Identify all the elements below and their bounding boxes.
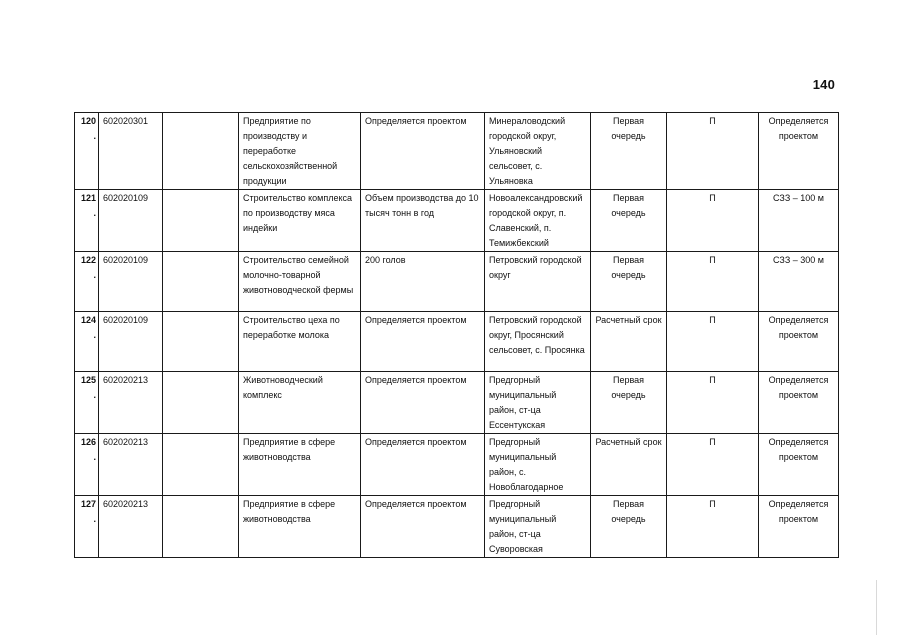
- implementation-stage: Первая очередь: [591, 190, 667, 252]
- protection-zone: Определяется проектом: [759, 372, 839, 434]
- object-name: Животноводческий комплекс: [239, 372, 361, 434]
- object-capacity: Определяется проектом: [361, 312, 485, 372]
- table-row: [75, 113, 839, 190]
- implementation-stage: Первая очередь: [591, 496, 667, 558]
- object-code: 602020213: [99, 372, 163, 434]
- object-name: Строительство семейной молочно-товарной животноводческой фермы: [239, 252, 361, 312]
- empty-cell: [163, 252, 239, 312]
- object-capacity: Объем производства до 10 тысяч тонн в год: [361, 190, 485, 252]
- object-location: Предгорный муниципальный район, ст-ца Суворовская: [485, 496, 591, 558]
- object-code: 602020213: [99, 496, 163, 558]
- object-capacity: Определяется проектом: [361, 113, 485, 190]
- implementation-stage: Первая очередь: [591, 372, 667, 434]
- implementation-stage: Первая очередь: [591, 113, 667, 190]
- empty-cell: [163, 113, 239, 190]
- objects-table: [74, 112, 839, 558]
- protection-zone: Определяется проектом: [759, 113, 839, 190]
- empty-cell: [163, 190, 239, 252]
- empty-cell: [163, 434, 239, 496]
- object-status: П: [667, 252, 759, 312]
- object-code: 602020213: [99, 434, 163, 496]
- row-number: 122.: [75, 252, 99, 312]
- object-location: Минераловодский городской округ, Ульяновский сельсовет, с. Ульяновка: [485, 113, 591, 190]
- object-location: Предгорный муниципальный район, ст-ца Ессентукская: [485, 372, 591, 434]
- protection-zone: Определяется проектом: [759, 434, 839, 496]
- page-number: 140: [812, 77, 835, 92]
- row-number: 127.: [75, 496, 99, 558]
- object-name: Предприятие в сфере животноводства: [239, 434, 361, 496]
- object-name: Предприятие в сфере животноводства: [239, 496, 361, 558]
- object-status: П: [667, 434, 759, 496]
- object-status: П: [667, 312, 759, 372]
- object-status: П: [667, 190, 759, 252]
- object-code: 602020109: [99, 312, 163, 372]
- table-row: [75, 190, 839, 252]
- object-location: Петровский городской округ: [485, 252, 591, 312]
- protection-zone: СЗЗ – 300 м: [759, 252, 839, 312]
- object-code: 602020109: [99, 190, 163, 252]
- object-location: Петровский городской округ, Просянский сельсовет, с. Просянка: [485, 312, 591, 372]
- object-status: П: [667, 372, 759, 434]
- object-capacity: 200 голов: [361, 252, 485, 312]
- object-name: Строительство цеха по переработке молока: [239, 312, 361, 372]
- row-number: 124.: [75, 312, 99, 372]
- row-number: 120.: [75, 113, 99, 190]
- object-capacity: Определяется проектом: [361, 372, 485, 434]
- object-code: 602020109: [99, 252, 163, 312]
- protection-zone: Определяется проектом: [759, 496, 839, 558]
- row-number: 126.: [75, 434, 99, 496]
- object-capacity: Определяется проектом: [361, 434, 485, 496]
- object-capacity: Определяется проектом: [361, 496, 485, 558]
- implementation-stage: Первая очередь: [591, 252, 667, 312]
- object-status: П: [667, 496, 759, 558]
- table-row: [75, 496, 839, 558]
- implementation-stage: Расчетный срок: [591, 434, 667, 496]
- table-row: [75, 252, 839, 312]
- object-name: Предприятие по производству и переработке сельскохозяйственной продукции: [239, 113, 361, 190]
- row-number: 121.: [75, 190, 99, 252]
- scan-edge-line: [876, 580, 877, 635]
- object-location: Новоалександровский городской округ, п. Славенский, п. Темижбекский: [485, 190, 591, 252]
- protection-zone: СЗЗ – 100 м: [759, 190, 839, 252]
- empty-cell: [163, 312, 239, 372]
- object-code: 602020301: [99, 113, 163, 190]
- object-name: Строительство комплекса по производству мяса индейки: [239, 190, 361, 252]
- empty-cell: [163, 372, 239, 434]
- table-row: [75, 372, 839, 434]
- row-number: 125.: [75, 372, 99, 434]
- implementation-stage: Расчетный срок: [591, 312, 667, 372]
- table-row: [75, 312, 839, 372]
- object-location: Предгорный муниципальный район, с. Новоблагодарное: [485, 434, 591, 496]
- table-row: [75, 434, 839, 496]
- empty-cell: [163, 496, 239, 558]
- protection-zone: Определяется проектом: [759, 312, 839, 372]
- object-status: П: [667, 113, 759, 190]
